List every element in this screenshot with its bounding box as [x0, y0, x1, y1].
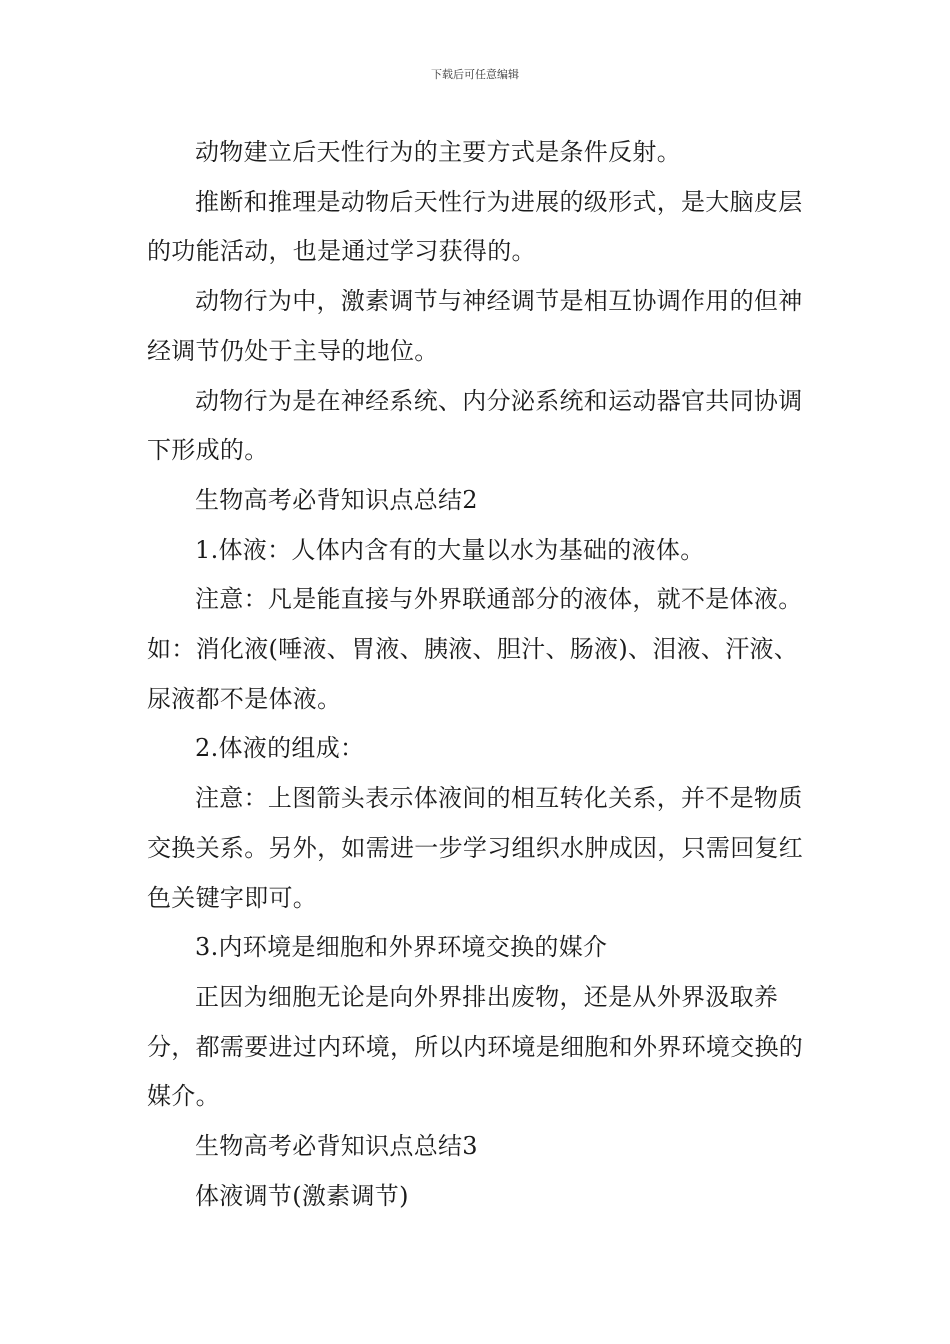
paragraph-humoral-regulation: 体液调节(激素调节)	[195, 1181, 409, 1210]
paragraph-behavior-formation: 动物行为是在神经系统、内分泌系统和运动器官共同协调下形成的。	[147, 386, 803, 465]
paragraph-fluid-composition: 2.体液的组成：	[195, 734, 365, 763]
paragraph-hormone-nerve: 动物行为中，激素调节与神经调节是相互协调作用的但神经调节仍处于主导的地位。	[147, 287, 803, 365]
paragraph-body-fluid: 1.体液：人体内含有的大量以水为基础的液体。	[195, 535, 705, 564]
paragraph-exchange-medium: 正因为细胞无论是向外界排出废物，还是从外界汲取养分，都需要进过内环境，所以内环境是细胞和外界环境交换的媒介。	[147, 982, 804, 1111]
section-heading-3: 生物高考必背知识点总结3	[195, 1132, 478, 1161]
paragraph-internal-environment: 3.内环境是细胞和外界环境交换的媒介	[195, 933, 608, 962]
paragraph-reasoning: 推断和推理是动物后天性行为进展的级形式，是大脑皮层的功能活动，也是通过学习获得的。	[147, 187, 803, 266]
document-body	[147, 128, 807, 1221]
paragraph-note-body-fluid: 注意：凡是能直接与外界联通部分的液体，就不是体液。如：消化液(唾液、胃液、胰液、胆汁、肠液)、泪液、汗液、尿液都不是体液。	[147, 585, 803, 713]
page-header: 下载后可任意编辑	[431, 68, 519, 81]
paragraph-note-arrows: 注意：上图箭头表示体液间的相互转化关系，并不是物质交换关系。另外，如需进一步学习组织水肿成因，只需回复红色关键字即可。	[147, 784, 804, 912]
paragraph-conditioned-reflex: 动物建立后天性行为的主要方式是条件反射。	[195, 138, 681, 166]
section-heading-2: 生物高考必背知识点总结2	[195, 485, 478, 514]
